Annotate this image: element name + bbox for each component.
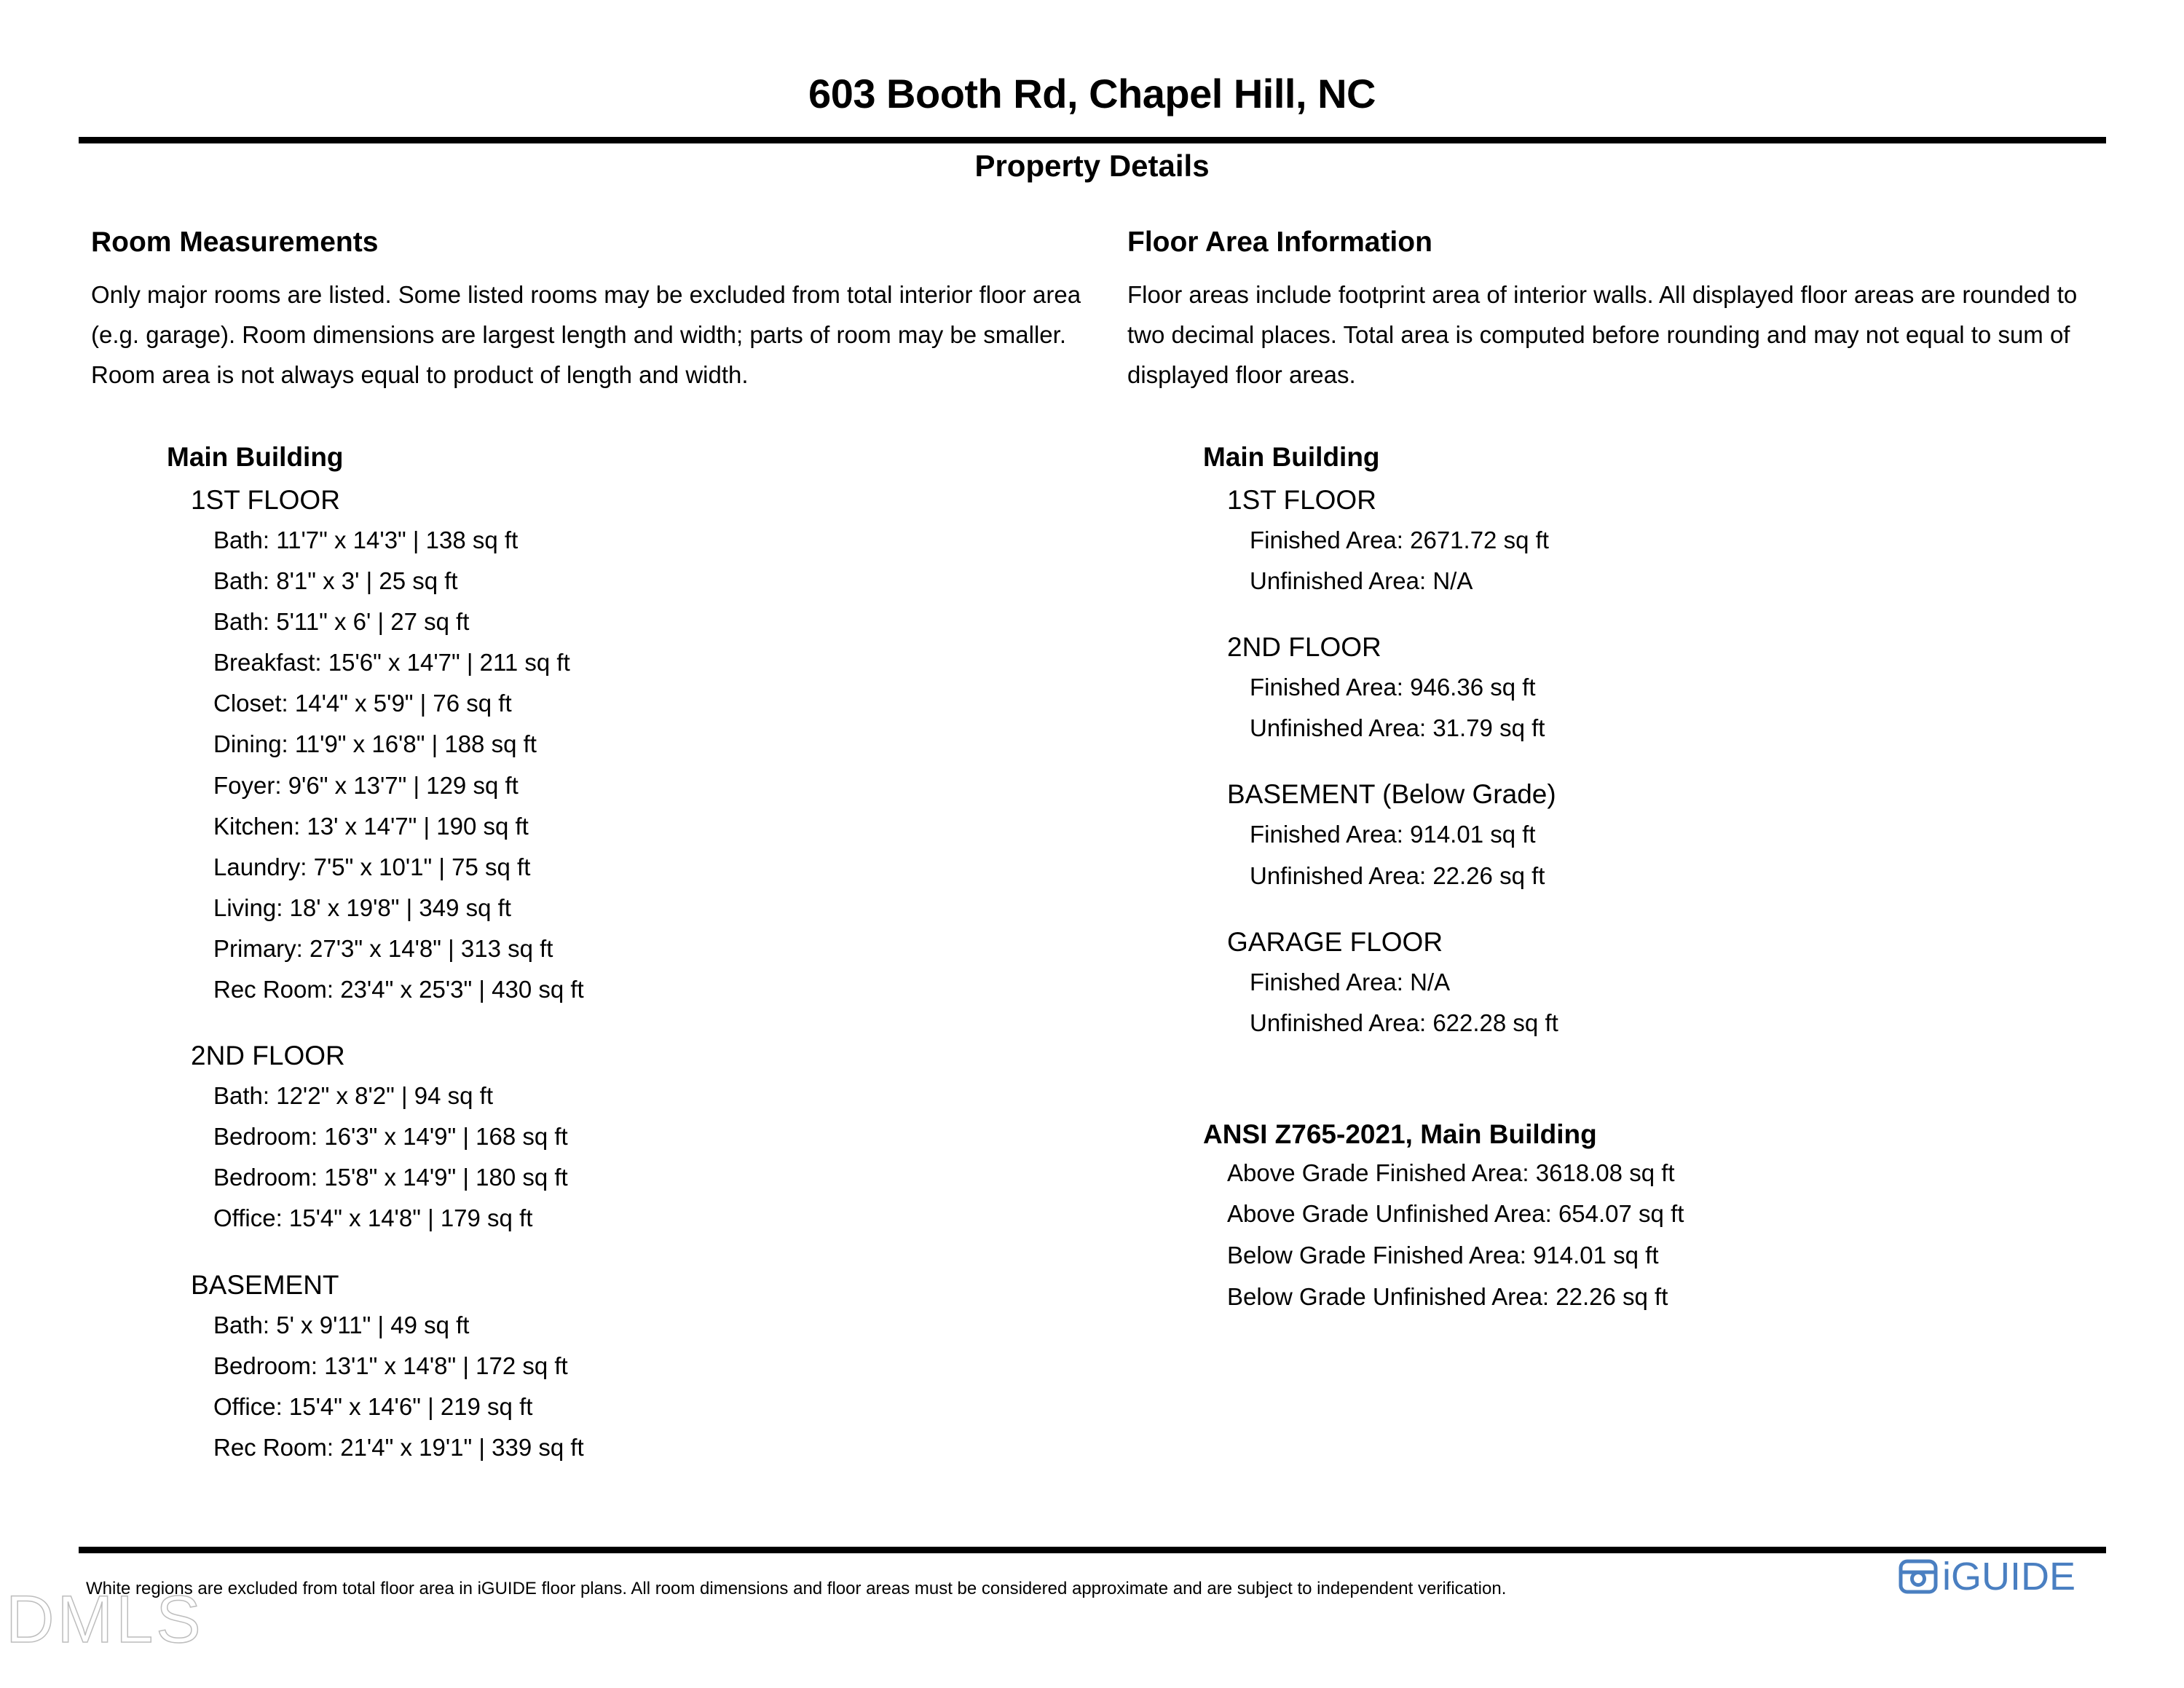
- floor-group: [91, 1036, 1125, 1239]
- room-item: Bath: 11'7" x 14'3" | 138 sq ft: [213, 526, 519, 553]
- room-item: Rec Room: 21'4" x 19'1" | 339 sq ft: [213, 1433, 584, 1461]
- iguide-logo-text: iGUIDE: [1942, 1555, 2076, 1598]
- floor-title: GARAGE FLOOR: [1227, 926, 1443, 957]
- building-name-right: Main Building: [1203, 441, 1380, 472]
- floor-area-sections: [1127, 440, 2161, 1318]
- room-item: Living: 18' x 19'8" | 349 sq ft: [213, 894, 511, 921]
- room-item: Office: 15'4" x 14'6" | 219 sq ft: [213, 1392, 533, 1420]
- ansi-item: Below Grade Finished Area: 914.01 sq ft: [1227, 1242, 1659, 1269]
- floor-area-heading: Floor Area Information: [1127, 226, 1432, 258]
- room-item: Office: 15'4" x 14'8" | 179 sq ft: [213, 1204, 533, 1232]
- iguide-camera-icon: [1899, 1557, 1938, 1596]
- area-item: Finished Area: 914.01 sq ft: [1250, 821, 1536, 848]
- area-item: Finished Area: 946.36 sq ft: [1250, 674, 1536, 701]
- room-item: Laundry: 7'5" x 10'1" | 75 sq ft: [213, 853, 531, 880]
- footer-disclaimer: White regions are excluded from total floor area in iGUIDE floor plans. All room dimensions and floor areas must be considered approximate and are subject to independent verification.: [86, 1579, 1507, 1598]
- room-item: Bedroom: 16'3" x 14'9" | 168 sq ft: [213, 1123, 568, 1151]
- room-item: Bedroom: 13'1" x 14'8" | 172 sq ft: [213, 1352, 568, 1379]
- area-item: Unfinished Area: N/A: [1250, 567, 1473, 595]
- room-item: Kitchen: 13' x 14'7" | 190 sq ft: [213, 812, 529, 840]
- area-item: Unfinished Area: 622.28 sq ft: [1250, 1009, 1558, 1036]
- area-item: Unfinished Area: 22.26 sq ft: [1250, 861, 1545, 889]
- area-item: Finished Area: N/A: [1250, 968, 1451, 995]
- floor-area-group: [1127, 628, 2161, 749]
- dmls-watermark: DMLS: [6, 1582, 204, 1657]
- room-measurements-sections: [91, 440, 1125, 1468]
- floor-title: BASEMENT: [191, 1269, 339, 1300]
- room-item: Bath: 12'2" x 8'2" | 94 sq ft: [213, 1082, 493, 1110]
- ansi-item: Above Grade Finished Area: 3618.08 sq ft: [1227, 1159, 1675, 1186]
- room-item: Bath: 5' x 9'11" | 49 sq ft: [213, 1311, 470, 1338]
- room-item: Foyer: 9'6" x 13'7" | 129 sq ft: [213, 771, 519, 799]
- ansi-standard-block: [1127, 1116, 2161, 1318]
- floor-title: 2ND FLOOR: [1227, 632, 1381, 663]
- room-item: Breakfast: 15'6" x 14'7" | 211 sq ft: [213, 649, 570, 677]
- floor-area-description: Floor areas include footprint area of interior walls. All displayed floor areas are rounded to two decimal places. Total area is computed before rounding and may not equal to sum of displayed floor areas.: [1127, 280, 2078, 388]
- area-item: Unfinished Area: 31.79 sq ft: [1250, 714, 1545, 742]
- room-item: Bath: 5'11" x 6' | 27 sq ft: [213, 608, 470, 636]
- area-item: Finished Area: 2671.72 sq ft: [1250, 526, 1549, 553]
- ansi-item: Above Grade Unfinished Area: 654.07 sq ft: [1227, 1200, 1684, 1228]
- footer-divider: [79, 1547, 2106, 1553]
- floor-area-group: [1127, 775, 2161, 896]
- building-name-left: Main Building: [167, 441, 344, 472]
- floor-title: 1ST FLOOR: [1227, 484, 1376, 515]
- room-item: Primary: 27'3" x 14'8" | 313 sq ft: [213, 934, 553, 962]
- room-item: Bath: 8'1" x 3' | 25 sq ft: [213, 567, 458, 595]
- room-measurements-column: [91, 227, 1125, 1468]
- floor-area-group: [1127, 481, 2161, 602]
- floor-title: 1ST FLOOR: [191, 484, 340, 515]
- room-measurements-heading: Room Measurements: [91, 226, 379, 258]
- floor-group: [91, 481, 1125, 1010]
- room-item: Closet: 14'4" x 5'9" | 76 sq ft: [213, 690, 512, 717]
- iguide-logo: [1899, 1557, 2075, 1596]
- ansi-title: ANSI Z765-2021, Main Building: [1203, 1119, 1597, 1149]
- room-item: Dining: 11'9" x 16'8" | 188 sq ft: [213, 730, 537, 758]
- floor-area-group: [1127, 923, 2161, 1044]
- floor-title: 2ND FLOOR: [191, 1041, 345, 1071]
- floor-title: BASEMENT (Below Grade): [1227, 779, 1556, 810]
- room-item: Bedroom: 15'8" x 14'9" | 180 sq ft: [213, 1164, 568, 1191]
- ansi-item: Below Grade Unfinished Area: 22.26 sq ft: [1227, 1282, 1668, 1310]
- floor-group: [91, 1266, 1125, 1468]
- page-title: 603 Booth Rd, Chapel Hill, NC: [808, 71, 1376, 117]
- floor-area-column: [1127, 227, 2161, 1318]
- header-divider: [79, 137, 2106, 143]
- page-subtitle: Property Details: [974, 149, 1210, 183]
- room-measurements-description: Only major rooms are listed. Some listed rooms may be excluded from total interior floor area (e.g. garage). Room dimensions are largest length and width; parts of room may be smaller. Room area is not always equal to product of length and width.: [91, 280, 1081, 388]
- room-item: Rec Room: 23'4" x 25'3" | 430 sq ft: [213, 976, 584, 1003]
